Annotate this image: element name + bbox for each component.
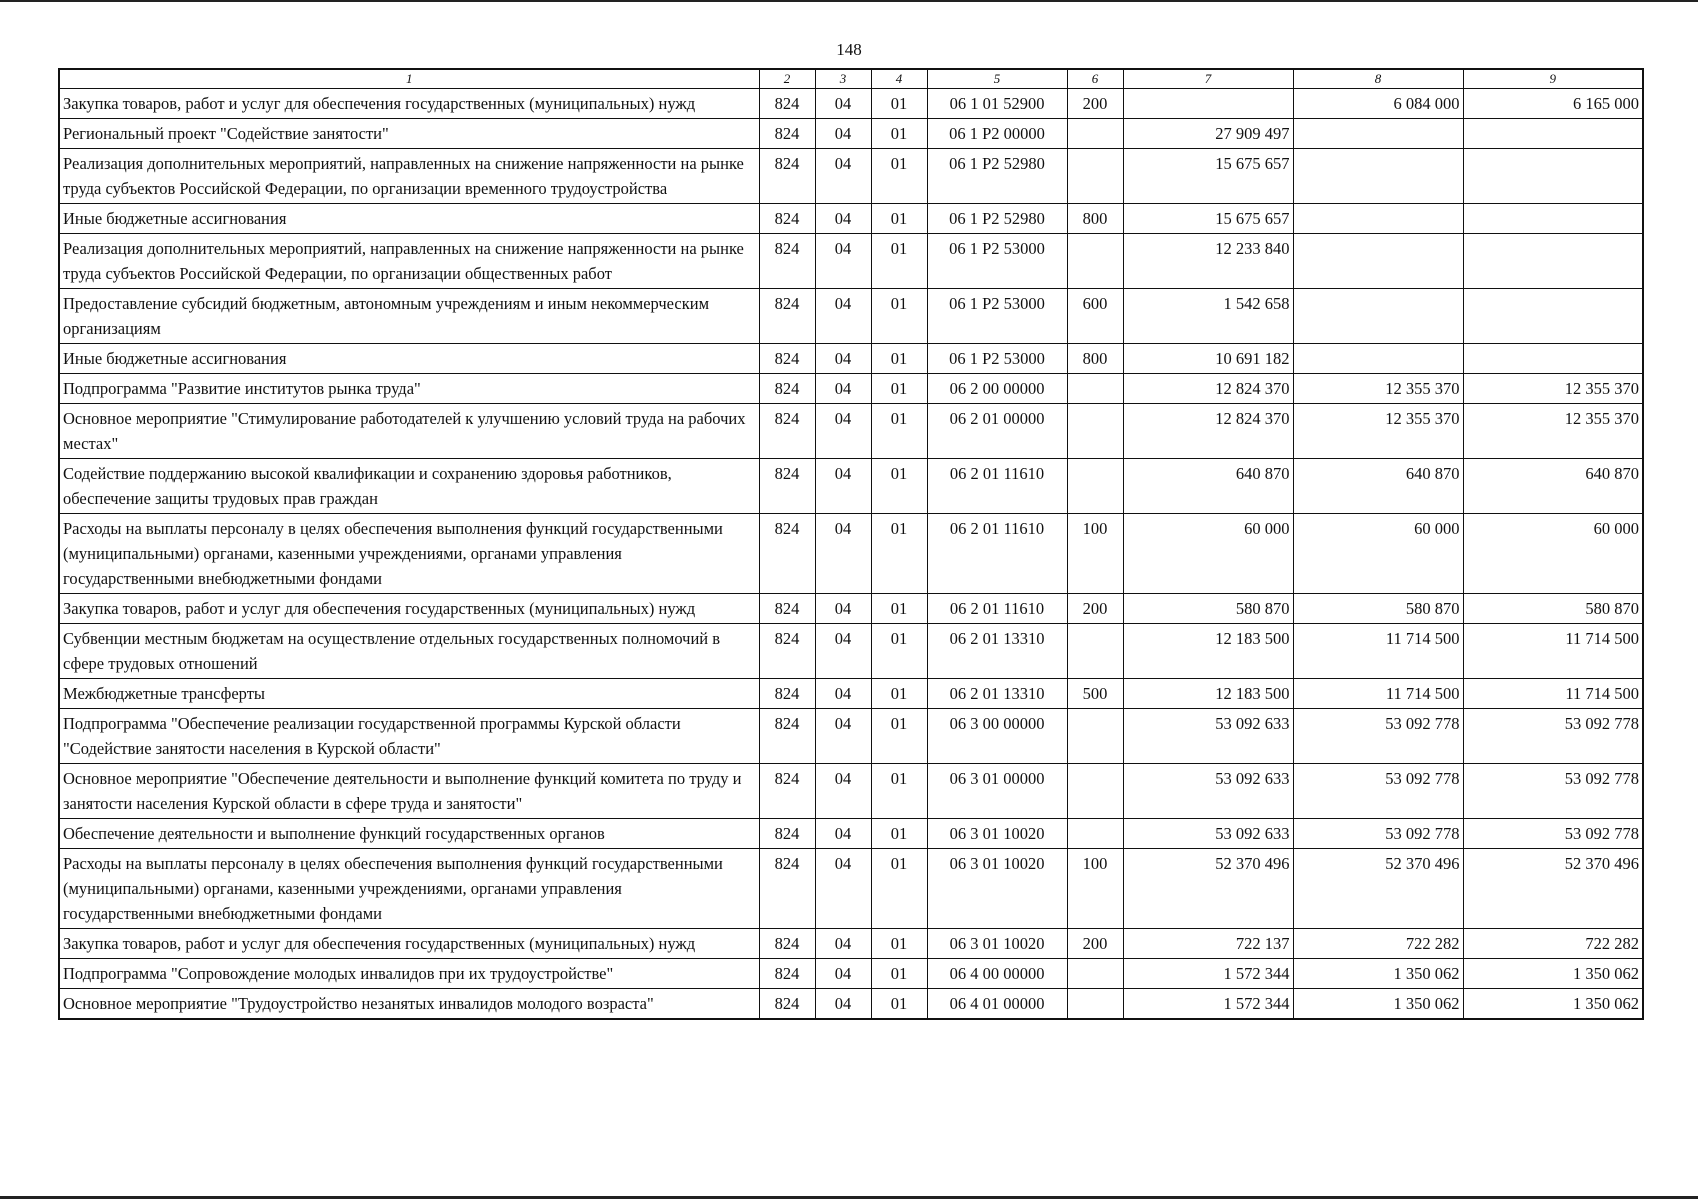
expense-name-cell: Межбюджетные трансферты bbox=[59, 679, 759, 709]
subsection-code-cell: 01 bbox=[871, 594, 927, 624]
section-code-cell: 04 bbox=[815, 119, 871, 149]
subsection-code-cell: 01 bbox=[871, 709, 927, 764]
page-top-edge bbox=[0, 0, 1698, 2]
target-article-cell: 06 1 01 52900 bbox=[927, 89, 1067, 119]
amount-col9-cell bbox=[1463, 234, 1643, 289]
expense-type-cell: 100 bbox=[1067, 514, 1123, 594]
table-row bbox=[59, 849, 1643, 929]
ministry-code-cell: 824 bbox=[759, 849, 815, 929]
subsection-code-cell: 01 bbox=[871, 89, 927, 119]
amount-col8-cell: 53 092 778 bbox=[1293, 819, 1463, 849]
table-row bbox=[59, 764, 1643, 819]
target-article-cell: 06 1 P2 53000 bbox=[927, 289, 1067, 344]
amount-col7-cell: 580 870 bbox=[1123, 594, 1293, 624]
amount-col9-cell: 11 714 500 bbox=[1463, 679, 1643, 709]
col-header-4: 4 bbox=[871, 69, 927, 89]
amount-col9-cell: 12 355 370 bbox=[1463, 404, 1643, 459]
subsection-code-cell: 01 bbox=[871, 204, 927, 234]
amount-col8-cell: 1 350 062 bbox=[1293, 989, 1463, 1020]
section-code-cell: 04 bbox=[815, 764, 871, 819]
col-header-8: 8 bbox=[1293, 69, 1463, 89]
section-code-cell: 04 bbox=[815, 289, 871, 344]
expense-type-cell bbox=[1067, 149, 1123, 204]
ministry-code-cell: 824 bbox=[759, 819, 815, 849]
amount-col7-cell: 12 824 370 bbox=[1123, 374, 1293, 404]
expense-name-cell: Подпрограмма "Сопровождение молодых инвалидов при их трудоустройстве" bbox=[59, 959, 759, 989]
expense-name-cell: Содействие поддержанию высокой квалификации и сохранению здоровья работников, обеспечение защиты трудовых прав граждан bbox=[59, 459, 759, 514]
col-header-9: 9 bbox=[1463, 69, 1643, 89]
ministry-code-cell: 824 bbox=[759, 929, 815, 959]
amount-col8-cell: 6 084 000 bbox=[1293, 89, 1463, 119]
amount-col7-cell: 12 233 840 bbox=[1123, 234, 1293, 289]
expense-name-cell: Иные бюджетные ассигнования bbox=[59, 204, 759, 234]
amount-col8-cell: 11 714 500 bbox=[1293, 679, 1463, 709]
section-code-cell: 04 bbox=[815, 594, 871, 624]
target-article-cell: 06 3 01 10020 bbox=[927, 849, 1067, 929]
table-row bbox=[59, 709, 1643, 764]
subsection-code-cell: 01 bbox=[871, 514, 927, 594]
ministry-code-cell: 824 bbox=[759, 459, 815, 514]
table-row bbox=[59, 374, 1643, 404]
amount-col8-cell bbox=[1293, 344, 1463, 374]
amount-col8-cell: 1 350 062 bbox=[1293, 959, 1463, 989]
expense-type-cell bbox=[1067, 459, 1123, 514]
expense-type-cell: 100 bbox=[1067, 849, 1123, 929]
target-article-cell: 06 3 00 00000 bbox=[927, 709, 1067, 764]
amount-col7-cell: 53 092 633 bbox=[1123, 709, 1293, 764]
amount-col7-cell: 1 542 658 bbox=[1123, 289, 1293, 344]
ministry-code-cell: 824 bbox=[759, 594, 815, 624]
col-header-2: 2 bbox=[759, 69, 815, 89]
expense-type-cell bbox=[1067, 234, 1123, 289]
expense-type-cell bbox=[1067, 404, 1123, 459]
amount-col7-cell: 52 370 496 bbox=[1123, 849, 1293, 929]
amount-col8-cell bbox=[1293, 119, 1463, 149]
amount-col9-cell: 53 092 778 bbox=[1463, 764, 1643, 819]
subsection-code-cell: 01 bbox=[871, 344, 927, 374]
target-article-cell: 06 2 01 11610 bbox=[927, 459, 1067, 514]
table-row bbox=[59, 624, 1643, 679]
subsection-code-cell: 01 bbox=[871, 234, 927, 289]
subsection-code-cell: 01 bbox=[871, 679, 927, 709]
table-row bbox=[59, 819, 1643, 849]
ministry-code-cell: 824 bbox=[759, 119, 815, 149]
ministry-code-cell: 824 bbox=[759, 514, 815, 594]
subsection-code-cell: 01 bbox=[871, 289, 927, 344]
table-row bbox=[59, 119, 1643, 149]
target-article-cell: 06 1 P2 52980 bbox=[927, 149, 1067, 204]
col-header-3: 3 bbox=[815, 69, 871, 89]
table-row bbox=[59, 404, 1643, 459]
expense-name-cell: Реализация дополнительных мероприятий, направленных на снижение напряженности на рынке труда субъектов Российской Федерации, по организации общественных работ bbox=[59, 234, 759, 289]
expense-name-cell: Субвенции местным бюджетам на осуществление отдельных государственных полномочий в сфере трудовых отношений bbox=[59, 624, 759, 679]
ministry-code-cell: 824 bbox=[759, 404, 815, 459]
amount-col7-cell: 15 675 657 bbox=[1123, 204, 1293, 234]
table-row bbox=[59, 234, 1643, 289]
ministry-code-cell: 824 bbox=[759, 764, 815, 819]
ministry-code-cell: 824 bbox=[759, 709, 815, 764]
expense-type-cell bbox=[1067, 819, 1123, 849]
amount-col8-cell: 11 714 500 bbox=[1293, 624, 1463, 679]
table-row bbox=[59, 514, 1643, 594]
section-code-cell: 04 bbox=[815, 89, 871, 119]
section-code-cell: 04 bbox=[815, 344, 871, 374]
section-code-cell: 04 bbox=[815, 989, 871, 1020]
amount-col9-cell bbox=[1463, 149, 1643, 204]
expense-name-cell: Закупка товаров, работ и услуг для обеспечения государственных (муниципальных) нужд bbox=[59, 89, 759, 119]
column-number-header-row bbox=[59, 69, 1643, 89]
target-article-cell: 06 2 01 13310 bbox=[927, 679, 1067, 709]
table-row bbox=[59, 149, 1643, 204]
target-article-cell: 06 1 P2 00000 bbox=[927, 119, 1067, 149]
table-row bbox=[59, 929, 1643, 959]
amount-col7-cell: 27 909 497 bbox=[1123, 119, 1293, 149]
amount-col7-cell: 722 137 bbox=[1123, 929, 1293, 959]
amount-col9-cell bbox=[1463, 344, 1643, 374]
page-number: 148 bbox=[836, 40, 862, 59]
subsection-code-cell: 01 bbox=[871, 374, 927, 404]
ministry-code-cell: 824 bbox=[759, 624, 815, 679]
expense-type-cell: 200 bbox=[1067, 89, 1123, 119]
amount-col8-cell: 53 092 778 bbox=[1293, 764, 1463, 819]
target-article-cell: 06 1 P2 52980 bbox=[927, 204, 1067, 234]
subsection-code-cell: 01 bbox=[871, 989, 927, 1020]
expense-type-cell: 500 bbox=[1067, 679, 1123, 709]
amount-col9-cell: 640 870 bbox=[1463, 459, 1643, 514]
section-code-cell: 04 bbox=[815, 149, 871, 204]
subsection-code-cell: 01 bbox=[871, 929, 927, 959]
expense-name-cell: Закупка товаров, работ и услуг для обеспечения государственных (муниципальных) нужд bbox=[59, 594, 759, 624]
table-row bbox=[59, 959, 1643, 989]
subsection-code-cell: 01 bbox=[871, 404, 927, 459]
expense-name-cell: Основное мероприятие "Стимулирование работодателей к улучшению условий труда на рабочих местах" bbox=[59, 404, 759, 459]
expense-name-cell: Реализация дополнительных мероприятий, направленных на снижение напряженности на рынке труда субъектов Российской Федерации, по организации временного трудоустройства bbox=[59, 149, 759, 204]
expense-type-cell bbox=[1067, 989, 1123, 1020]
target-article-cell: 06 3 01 10020 bbox=[927, 929, 1067, 959]
amount-col9-cell: 53 092 778 bbox=[1463, 709, 1643, 764]
amount-col9-cell bbox=[1463, 289, 1643, 344]
expense-type-cell: 800 bbox=[1067, 204, 1123, 234]
ministry-code-cell: 824 bbox=[759, 234, 815, 289]
table-row bbox=[59, 989, 1643, 1020]
target-article-cell: 06 2 01 11610 bbox=[927, 594, 1067, 624]
amount-col8-cell bbox=[1293, 289, 1463, 344]
col-header-6: 6 bbox=[1067, 69, 1123, 89]
amount-col7-cell bbox=[1123, 89, 1293, 119]
expense-type-cell bbox=[1067, 119, 1123, 149]
col-header-1: 1 bbox=[59, 69, 759, 89]
target-article-cell: 06 2 01 13310 bbox=[927, 624, 1067, 679]
amount-col7-cell: 1 572 344 bbox=[1123, 989, 1293, 1020]
section-code-cell: 04 bbox=[815, 849, 871, 929]
amount-col7-cell: 12 183 500 bbox=[1123, 679, 1293, 709]
amount-col7-cell: 12 824 370 bbox=[1123, 404, 1293, 459]
target-article-cell: 06 1 P2 53000 bbox=[927, 344, 1067, 374]
amount-col8-cell: 12 355 370 bbox=[1293, 404, 1463, 459]
budget-table bbox=[58, 68, 1644, 1020]
expense-name-cell: Региональный проект "Содействие занятости" bbox=[59, 119, 759, 149]
ministry-code-cell: 824 bbox=[759, 204, 815, 234]
amount-col7-cell: 640 870 bbox=[1123, 459, 1293, 514]
amount-col9-cell: 1 350 062 bbox=[1463, 959, 1643, 989]
section-code-cell: 04 bbox=[815, 929, 871, 959]
amount-col8-cell: 53 092 778 bbox=[1293, 709, 1463, 764]
section-code-cell: 04 bbox=[815, 514, 871, 594]
expense-name-cell: Подпрограмма "Развитие институтов рынка труда" bbox=[59, 374, 759, 404]
expense-name-cell: Основное мероприятие "Трудоустройство незанятых инвалидов молодого возраста" bbox=[59, 989, 759, 1020]
amount-col9-cell: 52 370 496 bbox=[1463, 849, 1643, 929]
ministry-code-cell: 824 bbox=[759, 344, 815, 374]
subsection-code-cell: 01 bbox=[871, 119, 927, 149]
subsection-code-cell: 01 bbox=[871, 459, 927, 514]
expense-name-cell: Расходы на выплаты персоналу в целях обеспечения выполнения функций государственными (муниципальными) органами, казенными учреждениями, органами управления государственными внебюджетными фондами bbox=[59, 849, 759, 929]
target-article-cell: 06 4 01 00000 bbox=[927, 989, 1067, 1020]
amount-col9-cell: 722 282 bbox=[1463, 929, 1643, 959]
ministry-code-cell: 824 bbox=[759, 989, 815, 1020]
amount-col8-cell: 60 000 bbox=[1293, 514, 1463, 594]
table-row bbox=[59, 204, 1643, 234]
amount-col7-cell: 53 092 633 bbox=[1123, 764, 1293, 819]
section-code-cell: 04 bbox=[815, 234, 871, 289]
table-row bbox=[59, 679, 1643, 709]
amount-col9-cell: 6 165 000 bbox=[1463, 89, 1643, 119]
amount-col8-cell: 12 355 370 bbox=[1293, 374, 1463, 404]
amount-col9-cell: 12 355 370 bbox=[1463, 374, 1643, 404]
subsection-code-cell: 01 bbox=[871, 959, 927, 989]
section-code-cell: 04 bbox=[815, 819, 871, 849]
col-header-5: 5 bbox=[927, 69, 1067, 89]
amount-col9-cell: 1 350 062 bbox=[1463, 989, 1643, 1020]
amount-col8-cell: 52 370 496 bbox=[1293, 849, 1463, 929]
subsection-code-cell: 01 bbox=[871, 624, 927, 679]
expense-name-cell: Подпрограмма "Обеспечение реализации государственной программы Курской области "Содействие занятости населения в Курской области" bbox=[59, 709, 759, 764]
table-row bbox=[59, 459, 1643, 514]
amount-col7-cell: 60 000 bbox=[1123, 514, 1293, 594]
expense-type-cell bbox=[1067, 764, 1123, 819]
amount-col8-cell: 722 282 bbox=[1293, 929, 1463, 959]
expense-name-cell: Обеспечение деятельности и выполнение функций государственных органов bbox=[59, 819, 759, 849]
ministry-code-cell: 824 bbox=[759, 89, 815, 119]
expense-type-cell bbox=[1067, 959, 1123, 989]
amount-col7-cell: 15 675 657 bbox=[1123, 149, 1293, 204]
ministry-code-cell: 824 bbox=[759, 289, 815, 344]
amount-col7-cell: 12 183 500 bbox=[1123, 624, 1293, 679]
expense-type-cell bbox=[1067, 709, 1123, 764]
amount-col7-cell: 53 092 633 bbox=[1123, 819, 1293, 849]
page-bottom-edge bbox=[0, 1196, 1698, 1199]
expense-name-cell: Иные бюджетные ассигнования bbox=[59, 344, 759, 374]
col-header-7: 7 bbox=[1123, 69, 1293, 89]
subsection-code-cell: 01 bbox=[871, 149, 927, 204]
expense-type-cell: 600 bbox=[1067, 289, 1123, 344]
expense-name-cell: Основное мероприятие "Обеспечение деятельности и выполнение функций комитета по труду и занятости населения Курской области в сфере труда и занятости" bbox=[59, 764, 759, 819]
target-article-cell: 06 2 01 11610 bbox=[927, 514, 1067, 594]
ministry-code-cell: 824 bbox=[759, 679, 815, 709]
section-code-cell: 04 bbox=[815, 374, 871, 404]
amount-col9-cell: 11 714 500 bbox=[1463, 624, 1643, 679]
section-code-cell: 04 bbox=[815, 709, 871, 764]
subsection-code-cell: 01 bbox=[871, 819, 927, 849]
ministry-code-cell: 824 bbox=[759, 374, 815, 404]
amount-col9-cell bbox=[1463, 204, 1643, 234]
target-article-cell: 06 4 00 00000 bbox=[927, 959, 1067, 989]
target-article-cell: 06 2 01 00000 bbox=[927, 404, 1067, 459]
expense-type-cell bbox=[1067, 624, 1123, 679]
table-row bbox=[59, 89, 1643, 119]
section-code-cell: 04 bbox=[815, 679, 871, 709]
amount-col8-cell: 580 870 bbox=[1293, 594, 1463, 624]
amount-col7-cell: 1 572 344 bbox=[1123, 959, 1293, 989]
amount-col8-cell bbox=[1293, 204, 1463, 234]
amount-col8-cell: 640 870 bbox=[1293, 459, 1463, 514]
subsection-code-cell: 01 bbox=[871, 764, 927, 819]
subsection-code-cell: 01 bbox=[871, 849, 927, 929]
ministry-code-cell: 824 bbox=[759, 149, 815, 204]
expense-type-cell: 800 bbox=[1067, 344, 1123, 374]
table-row bbox=[59, 344, 1643, 374]
target-article-cell: 06 3 01 10020 bbox=[927, 819, 1067, 849]
target-article-cell: 06 2 00 00000 bbox=[927, 374, 1067, 404]
expense-name-cell: Расходы на выплаты персоналу в целях обеспечения выполнения функций государственными (муниципальными) органами, казенными учреждениями, органами управления государственными внебюджетными фондами bbox=[59, 514, 759, 594]
target-article-cell: 06 3 01 00000 bbox=[927, 764, 1067, 819]
section-code-cell: 04 bbox=[815, 624, 871, 679]
expense-name-cell: Закупка товаров, работ и услуг для обеспечения государственных (муниципальных) нужд bbox=[59, 929, 759, 959]
table-body bbox=[59, 89, 1643, 1020]
target-article-cell: 06 1 P2 53000 bbox=[927, 234, 1067, 289]
expense-type-cell: 200 bbox=[1067, 929, 1123, 959]
amount-col7-cell: 10 691 182 bbox=[1123, 344, 1293, 374]
amount-col9-cell: 53 092 778 bbox=[1463, 819, 1643, 849]
amount-col8-cell bbox=[1293, 149, 1463, 204]
ministry-code-cell: 824 bbox=[759, 959, 815, 989]
expense-name-cell: Предоставление субсидий бюджетным, автономным учреждениям и иным некоммерческим организациям bbox=[59, 289, 759, 344]
expense-type-cell: 200 bbox=[1067, 594, 1123, 624]
section-code-cell: 04 bbox=[815, 404, 871, 459]
amount-col9-cell: 580 870 bbox=[1463, 594, 1643, 624]
table-row bbox=[59, 289, 1643, 344]
amount-col9-cell bbox=[1463, 119, 1643, 149]
expense-type-cell bbox=[1067, 374, 1123, 404]
amount-col9-cell: 60 000 bbox=[1463, 514, 1643, 594]
section-code-cell: 04 bbox=[815, 959, 871, 989]
amount-col8-cell bbox=[1293, 234, 1463, 289]
table-row bbox=[59, 594, 1643, 624]
section-code-cell: 04 bbox=[815, 204, 871, 234]
section-code-cell: 04 bbox=[815, 459, 871, 514]
